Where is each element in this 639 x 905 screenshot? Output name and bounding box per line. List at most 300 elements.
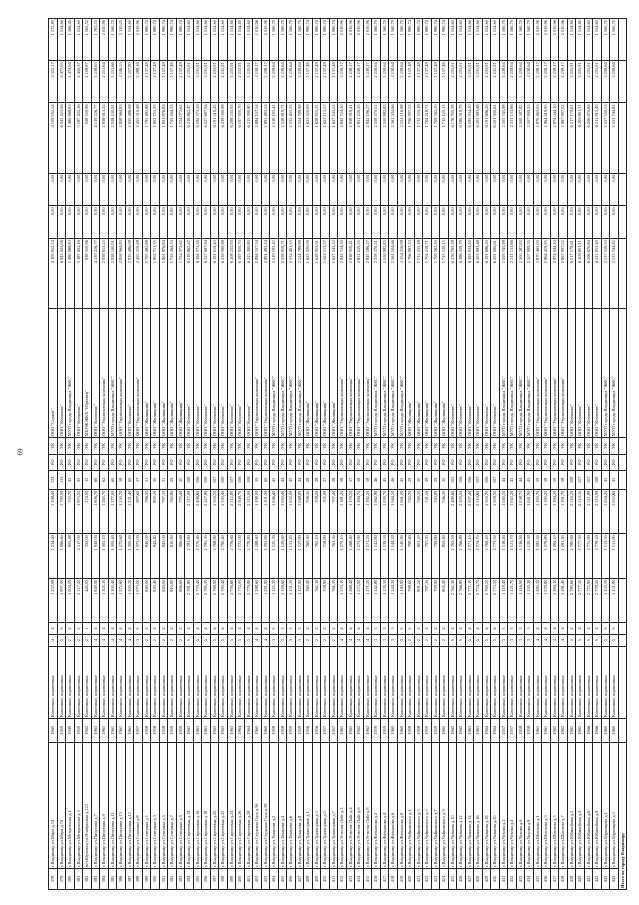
table-cell: 4 139 226,77 [91,103,100,173]
table-cell: 1961 [100,719,109,742]
table-cell: 0,00 [304,173,313,206]
table-cell: Каменные, кирпичные [278,646,287,719]
table-cell: 1 554,60 [210,19,219,61]
table-cell: УК [270,438,279,454]
table-cell: УК [533,438,542,454]
table-cell: РО [244,454,253,470]
table-cell: УК [74,438,83,454]
table-cell: 2 [440,623,449,635]
table-cell: 2 137,48 [423,61,432,103]
table-cell: 0,00 [457,173,466,206]
table-cell: Каменные, кирпичные [355,646,364,719]
table-row [142,19,151,890]
table-cell: 6 206 670,84 [584,103,593,173]
table-cell: 705,00 [321,489,330,533]
table-cell: 1 140,90 [397,534,406,578]
table-cell: 4 [91,634,100,646]
table-cell: 1 184,70 [355,489,364,533]
table-cell [618,534,627,578]
table-cell: 4 [210,623,219,635]
table-cell: 802,40 [440,578,449,622]
table-cell: Каменные, кирпичные [559,646,568,719]
table-cell: 1960 [397,719,406,742]
table-cell [618,489,627,533]
table-cell: 1964 [236,719,245,742]
table-cell: 1961 [338,719,347,742]
table-cell: 5 [457,634,466,646]
table-cell: ООО "Комплекс" [567,309,576,438]
table-cell: 0,00 [151,206,160,239]
table-cell: г.Владимир ул.Пичугина д.15 [125,742,134,868]
table-cell: Каменные, кирпичные [287,646,296,719]
table-cell: 3 [372,623,381,635]
table-cell: 403 [261,868,270,889]
table-cell: УК [193,438,202,454]
table-cell: 0,00 [185,206,194,239]
table-cell: 2 781,80 [185,578,194,622]
table-cell: 1958 [525,719,534,742]
table-cell: УК [304,438,313,454]
table-cell: 2 785,30 [202,534,211,578]
table-cell: 0,00 [542,206,551,239]
table-cell: УК [57,438,66,454]
table-cell: 0,00 [380,173,389,206]
table-cell: 2 238,64 [380,61,389,103]
table-cell: 0,00 [516,206,525,239]
table-cell: 1 201,30 [261,489,270,533]
table-cell: 1 554,60 [227,19,236,61]
table-cell: 2 503 745,98 [499,239,508,309]
table-row [219,19,228,890]
table-cell: 3 [525,623,534,635]
table-cell: 0,00 [559,173,568,206]
table-cell: 1 064,10 [389,489,398,533]
table-cell: 1 191,70 [559,489,568,533]
table-cell: РО [312,454,321,470]
table-cell: Каменные, кирпичные [346,646,355,719]
table-cell: г.Владимир ул.Шмелева д.3 [542,742,551,868]
table-cell: 46 [389,470,398,489]
table-cell: ООО "Комплекс" [593,309,602,438]
table-cell: 107 [576,470,585,489]
table-cell: 0,00 [151,173,160,206]
table-cell: РО [202,454,211,470]
table-cell: 3 [516,634,525,646]
table-cell: ООО "Комплекс" [125,309,134,438]
table-cell: РО [321,454,330,470]
table-cell: 423 [431,868,440,889]
table-cell: 3 [372,634,381,646]
table-cell: ООО "Управляющая компания" [542,309,551,438]
table-cell: 1 849,00 [91,534,100,578]
table-cell: 1963 [202,719,211,742]
table-cell: 2 238,64 [525,61,534,103]
table-cell: г.Владимир ул.Студеная Гора д.38 [261,742,270,868]
table-cell: 0,00 [576,173,585,206]
table-cell: 799,80 [431,534,440,578]
table-cell: 760,40 [304,578,313,622]
table-cell: ООО "Комплекс" [210,309,219,438]
table-cell: 395 [193,868,202,889]
table-cell: 3 [525,634,534,646]
table-cell: 46 [372,470,381,489]
table-cell: г.Владимир ул.Ядринцева д.1 [601,742,610,868]
table-cell: 1959 [176,719,185,742]
table-cell: 60 [108,470,117,489]
table-cell: 2 238,64 [278,61,287,103]
table-cell: 0,00 [397,173,406,206]
table-cell: 0,00 [474,173,483,206]
table-cell: РО [533,454,542,470]
table-cell: 0,00 [550,206,559,239]
table-cell: РО [516,454,525,470]
table-cell: 1 300,40 [108,578,117,622]
table-cell: 1 234,40 [49,534,58,578]
table-cell: 2 537 550,53 [601,239,610,309]
table-row [482,19,491,890]
table-cell: 743,80 [431,489,440,533]
table-cell: 1959 [431,719,440,742]
table-cell: 5 [448,634,457,646]
table-cell: Каменные, кирпичные [108,646,117,719]
table-cell: 2 935 486,08 [125,239,134,309]
table-cell: 2 110,05 [117,19,126,61]
table-cell: РО [397,454,406,470]
table-cell: 758,90 [321,534,330,578]
table-cell: 4 [125,623,134,635]
table-cell: РО [559,454,568,470]
table-cell: 0,00 [142,206,151,239]
table-cell: 1 980,74 [304,19,313,61]
table-cell: РО [550,454,559,470]
table-cell: ООО "Комплекс" [57,309,66,438]
table-cell: УК [312,438,321,454]
table-cell: г.Владимир ул.Менделеева д.3 [74,742,83,868]
table-cell: 2 238,64 [610,61,619,103]
table-cell: 1 268,40 [346,534,355,578]
table-row [567,19,576,890]
table-cell: 2 238,64 [516,61,525,103]
table-cell: 2 870 463,03 [533,239,542,309]
table-cell: г.Владимир ул.Токарева д.4 [278,742,287,868]
table-cell: 1960 [389,719,398,742]
table-cell: 2 790,40 [219,534,228,578]
table-cell: 733,70 [66,489,75,533]
table-cell: ООО "Комплекс" [193,309,202,438]
table-cell: 1 625 320,09 [304,103,313,173]
table-cell: 2 238,17 [346,61,355,103]
table-cell: 4 [559,623,568,635]
table-cell: 4 [91,623,100,635]
table-cell: 1 996,60 [57,534,66,578]
table-cell: Каменные, кирпичные [66,646,75,719]
table-cell: 4 [457,623,466,635]
table-cell: 745,10 [414,489,423,533]
table-cell: 1962 [559,719,568,742]
table-cell: 2 010,96 [550,19,559,61]
table-cell: 1 560,70 [372,19,381,61]
table-cell: 2 [83,634,92,646]
table-cell: 444 [610,868,619,889]
table-cell: РО [193,454,202,470]
table-cell: 0,00 [91,206,100,239]
table-cell: 402 [253,868,262,889]
table-cell: 2 [74,623,83,635]
table-cell: ООО "Жилищник" [440,309,449,438]
table-cell: 445,05 [83,578,92,622]
table-cell: 58 [363,470,372,489]
table-cell: 3 477,03 [57,61,66,103]
table-cell: 1 554,60 [125,19,134,61]
table-cell: 2 137,48 [312,61,321,103]
table-cell: Каменные, кирпичные [244,646,253,719]
table-cell: 414 [355,868,364,889]
table-cell: РО [414,454,423,470]
table-cell: 0,00 [567,206,576,239]
table-cell: Каменные, кирпичные [525,646,534,719]
table-cell: 0,00 [74,206,83,239]
table-cell: 843,40 [151,534,160,578]
table-cell: ООО "Управляющая компания" [363,309,372,438]
table-cell: 2 778,20 [593,578,602,622]
table-cell: 1962 [448,719,457,742]
table-cell: 2 235,91 [491,61,500,103]
table-cell: РО [287,454,296,470]
table-cell: г.Владимир ул.Сиреневая д.22 [219,742,228,868]
table-cell: 4 [559,634,568,646]
table-cell: 0,00 [533,206,542,239]
table-cell: ООО "Управляющая компания" [117,309,126,438]
table-cell: УК [185,438,194,454]
table-cell: Каменные, кирпичные [372,646,381,719]
table-cell: 31 [142,470,151,489]
table-cell: 1 125,30 [270,534,279,578]
table-cell: 410 [321,868,330,889]
table-cell: 2 851 229,35 [355,239,364,309]
table-cell: 0,00 [49,206,58,239]
table-cell: 1961 [533,719,542,742]
table-cell: 746,20 [440,489,449,533]
table-cell: 1 733 264,33 [168,239,177,309]
table-row [49,19,58,890]
table-cell: 0,00 [440,206,449,239]
table-cell: 0,00 [465,173,474,206]
table-cell: 1961 [542,719,551,742]
table-cell: 1 980,74 [159,19,168,61]
table-cell: 2 251,64 [100,61,109,103]
table-cell: 6 209 801,11 [576,103,585,173]
table-cell: 2 257,80 [125,61,134,103]
table-cell: УК [397,438,406,454]
table-cell: 1 121,70 [508,578,517,622]
table-cell: 2 511,80 [584,489,593,533]
table-cell: 1966 [593,719,602,742]
table-cell: 810,90 [168,578,177,622]
table-cell: 2 117,00 [74,578,83,622]
table-cell: 6 186 319,79 [457,103,466,173]
table-cell: 2 238,17 [542,61,551,103]
table-cell: 4 [363,634,372,646]
table-cell: 1957 [508,719,517,742]
table-cell: РО [431,454,440,470]
table-cell: МУП города Владимира "ЖКС" [287,309,296,438]
table-cell: 0,00 [474,206,483,239]
table-cell: 0,00 [57,206,66,239]
table-cell: Каменные, кирпичные [210,646,219,719]
table-cell: 1960 [253,719,262,742]
table-cell: 4 [261,623,270,635]
table-cell: 762,10 [312,534,321,578]
table-cell: 2 762,50 [448,534,457,578]
table-cell: 0,00 [108,173,117,206]
table-cell: 2 [329,623,338,635]
table-cell: пгт.Юрьевец ул.Ноябрьская д.123 [83,742,92,868]
table-cell: 4 [567,623,576,635]
table-cell: г.Владимир ул.Северная д.5 [159,742,168,868]
table-cell: 108 [244,470,253,489]
table-cell: 843,00 [159,534,168,578]
table-cell: Каменные, кирпичные [516,646,525,719]
table-cell: 443 [601,868,610,889]
table-cell: 2 [431,634,440,646]
table-cell: г.Владимир ул.Менделеева д.1 [66,742,75,868]
table-cell: 3 [57,623,66,635]
table-cell: 2 [312,634,321,646]
table-cell: 1 230,70 [117,489,126,533]
table-cell: 45 [270,470,279,489]
table-cell: г.Владимир ул.Сиреневая д.28 [244,742,253,868]
table-cell: 406 [287,868,296,889]
table-cell: 0,00 [159,173,168,206]
table-cell: 1 131,20 [287,534,296,578]
table-cell: РО [49,454,58,470]
table-cell: 0,00 [346,173,355,206]
table-cell: 0,00 [525,173,534,206]
table-row [448,19,457,890]
table-cell: 840,00 [142,578,151,622]
table-cell: 1 560,70 [270,19,279,61]
table-cell: г.Владимир ул.Усти-на-Лабе д.2 [338,742,347,868]
table-cell: 5 187 432,16 [74,239,83,309]
table-cell: МУП города Владимира "ЖКС" [499,309,508,438]
table-cell: 107 [584,470,593,489]
table-cell: 431 [499,868,508,889]
table-cell: 6 943 423,06 [57,103,66,173]
table-cell: 2 505,70 [482,489,491,533]
table-cell: ООО "Жилищник" [151,309,160,438]
table-cell: РО [117,454,126,470]
table-cell: 5 [193,634,202,646]
table-cell: 0,00 [414,173,423,206]
table-cell: г.Владимир ул.Чапаева д.10 [448,742,457,868]
table-cell: 2 503,50 [457,489,466,533]
table-cell: 1964 [491,719,500,742]
table-cell: 1 284,10 [550,534,559,578]
table-cell: 0,00 [593,173,602,206]
table-cell: 2 238,17 [533,61,542,103]
table-cell: 4 [219,623,228,635]
table-cell: 2 235,91 [482,61,491,103]
table-cell: г.Владимир ул.Семашко д.8 [134,742,143,868]
table-cell: 2 251,66 [108,61,117,103]
table-cell: 2 137,48 [304,61,313,103]
table-cell: ООО "Комплекс" [219,309,228,438]
table-cell: 1 849,00 [91,578,100,622]
table-cell: 0,00 [261,206,270,239]
table-cell: г.Владимир ул.Сиреневая д.20 [210,742,219,868]
table-cell: УК [168,438,177,454]
table-cell: 1 279,80 [542,578,551,622]
table-cell: 0,00 [100,206,109,239]
table-cell: 2 [304,623,313,635]
table-cell: 708,20 [312,489,321,533]
table-cell: 741,50 [423,489,432,533]
table-cell: УК [423,438,432,454]
table-cell: 2 509,50 [491,489,500,533]
table-cell: 1 052,00 [287,489,296,533]
table-cell: 0,00 [584,173,593,206]
table-cell: 1958 [278,719,287,742]
table-cell: 3 [610,623,619,635]
table-cell: 2 117,00 [74,534,83,578]
table-cell: г.Владимир ул.Пичугина д.7 [91,742,100,868]
table-cell: 28 [329,470,338,489]
table-row [525,19,534,890]
table-cell: РО [304,454,313,470]
table-cell: ООО "Управляющая компания" [253,309,262,438]
table-cell: г.Владимир ул.Чехова д.2 [499,742,508,868]
table-cell: г.Владимир ул.Усти-на-Лабе д.8 [363,742,372,868]
table-cell: РО [406,454,415,470]
table-cell: г.Владимир ул.Чапаева д.16 [474,742,483,868]
table-cell: 1 733 264,33 [168,103,177,173]
table-cell: 0,00 [295,206,304,239]
table-cell: 1 129,60 [278,534,287,578]
table-cell: 0,00 [227,206,236,239]
table-cell: 0,00 [482,206,491,239]
table-cell: 2 766,80 [457,578,466,622]
table-cell: 0,00 [57,173,66,206]
table-row [270,19,279,890]
table-row [542,19,551,890]
table-cell: 1 127,80 [295,534,304,578]
table-cell: 4 [261,634,270,646]
table-cell: ООО "Комплекс" [457,309,466,438]
table-cell: 2 235,91 [576,61,585,103]
table-cell: 2 768,90 [210,534,219,578]
table-cell: 420 [406,868,415,889]
table-cell: 29 [423,470,432,489]
table-cell: 399 [227,868,236,889]
table-cell: 1 704 218,71 [423,239,432,309]
table-cell: 2 935 486,08 [125,103,134,173]
table-cell: 6 209 801,11 [576,239,585,309]
table-cell: 1 724 072,62 [176,239,185,309]
table-cell: 2 238,17 [355,61,364,103]
table-cell: ООО "Управляющая компания" [355,309,364,438]
table-cell: 4 [363,623,372,635]
table-cell: 1 038,70 [516,489,525,533]
table-cell: 0,00 [338,173,347,206]
table-cell: 1 554,60 [474,19,483,61]
table-cell: РО [253,454,262,470]
table-cell: 1959 [380,719,389,742]
table-cell: 2 137,48 [329,61,338,103]
table-cell: 903,48 [66,534,75,578]
table-cell: 12 [83,470,92,489]
table-cell: 1 554,60 [491,19,500,61]
table-cell: 396 [202,868,211,889]
